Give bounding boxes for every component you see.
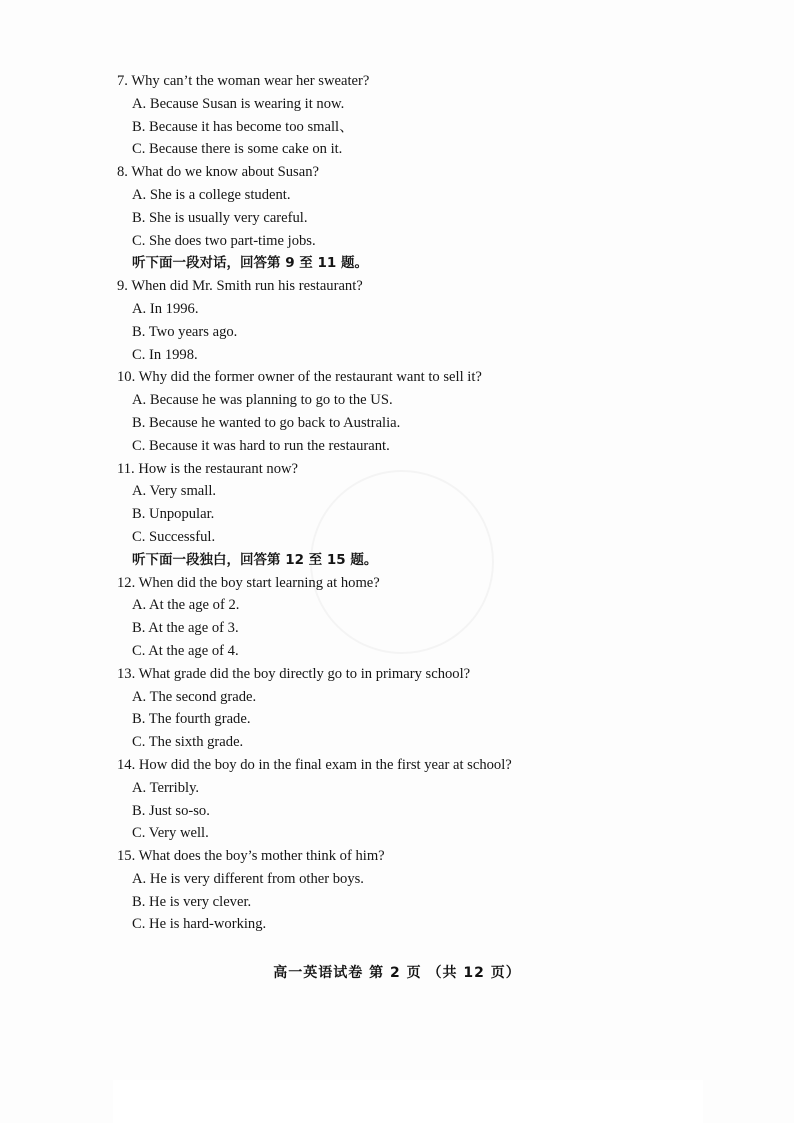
question-line: 15. What does the boy’s mother think of him? [117, 848, 385, 865]
answer-option: C. Successful. [132, 528, 216, 545]
answer-option: A. He is very different from other boys. [132, 870, 364, 887]
answer-option: B. He is very clever. [132, 893, 252, 910]
answer-option: B. The fourth grade. [132, 711, 251, 728]
answer-option: A. Because Susan is wearing it now. [132, 95, 345, 112]
question-line: 7. Why can’t the woman wear her sweater? [117, 73, 370, 89]
answer-option: A. At the age of 2. [132, 597, 240, 614]
question-line: 14. How did the boy do in the final exam in the first year at school? [117, 756, 512, 773]
answer-option: B. Unpopular. [132, 506, 215, 523]
answer-option: B. Because he wanted to go back to Australia. [132, 414, 401, 431]
scan-blank-strip [113, 1080, 703, 1123]
answer-option: B. She is usually very careful. [132, 209, 308, 226]
answer-option: C. Very well. [132, 825, 209, 842]
page-footer: 高一英语试卷 第 2 页 （共 12 页） [273, 965, 521, 981]
answer-option: C. At the age of 4. [132, 642, 239, 659]
answer-option: A. Because he was planning to go to the US. [132, 392, 393, 409]
question-line: 12. When did the boy start learning at home? [117, 574, 380, 591]
answer-option: A. In 1996. [132, 300, 199, 317]
answer-option: A. She is a college student. [132, 186, 291, 203]
section-instruction: 听下面一段独白，回答第 12 至 15 题。 [132, 551, 378, 568]
answer-option: C. The sixth grade. [132, 734, 244, 751]
question-line: 11. How is the restaurant now? [117, 460, 299, 477]
answer-option: B. At the age of 3. [132, 620, 239, 637]
question-line: 10. Why did the former owner of the restaurant want to sell it? [117, 369, 482, 386]
answer-option: B. Just so-so. [132, 802, 210, 819]
answer-option: C. In 1998. [132, 346, 198, 363]
answer-option: A. Very small. [132, 483, 217, 500]
answer-option: B. Two years ago. [132, 323, 238, 340]
question-list [117, 70, 717, 936]
answer-option: B. Because it has become too small、 [132, 118, 354, 135]
answer-option: A. Terribly. [132, 779, 200, 796]
answer-option: C. She does two part-time jobs. [132, 232, 316, 249]
answer-option: C. Because it was hard to run the restaurant. [132, 437, 390, 454]
section-instruction: 听下面一段对话，回答第 9 至 11 题。 [132, 255, 368, 272]
question-line: 8. What do we know about Susan? [117, 164, 319, 181]
question-line: 13. What grade did the boy directly go to in primary school? [117, 665, 471, 682]
answer-option: A. The second grade. [132, 688, 257, 705]
answer-option: C. He is hard-working. [132, 916, 267, 933]
answer-option: C. Because there is some cake on it. [132, 141, 343, 158]
question-line: 9. When did Mr. Smith run his restaurant? [117, 278, 363, 295]
